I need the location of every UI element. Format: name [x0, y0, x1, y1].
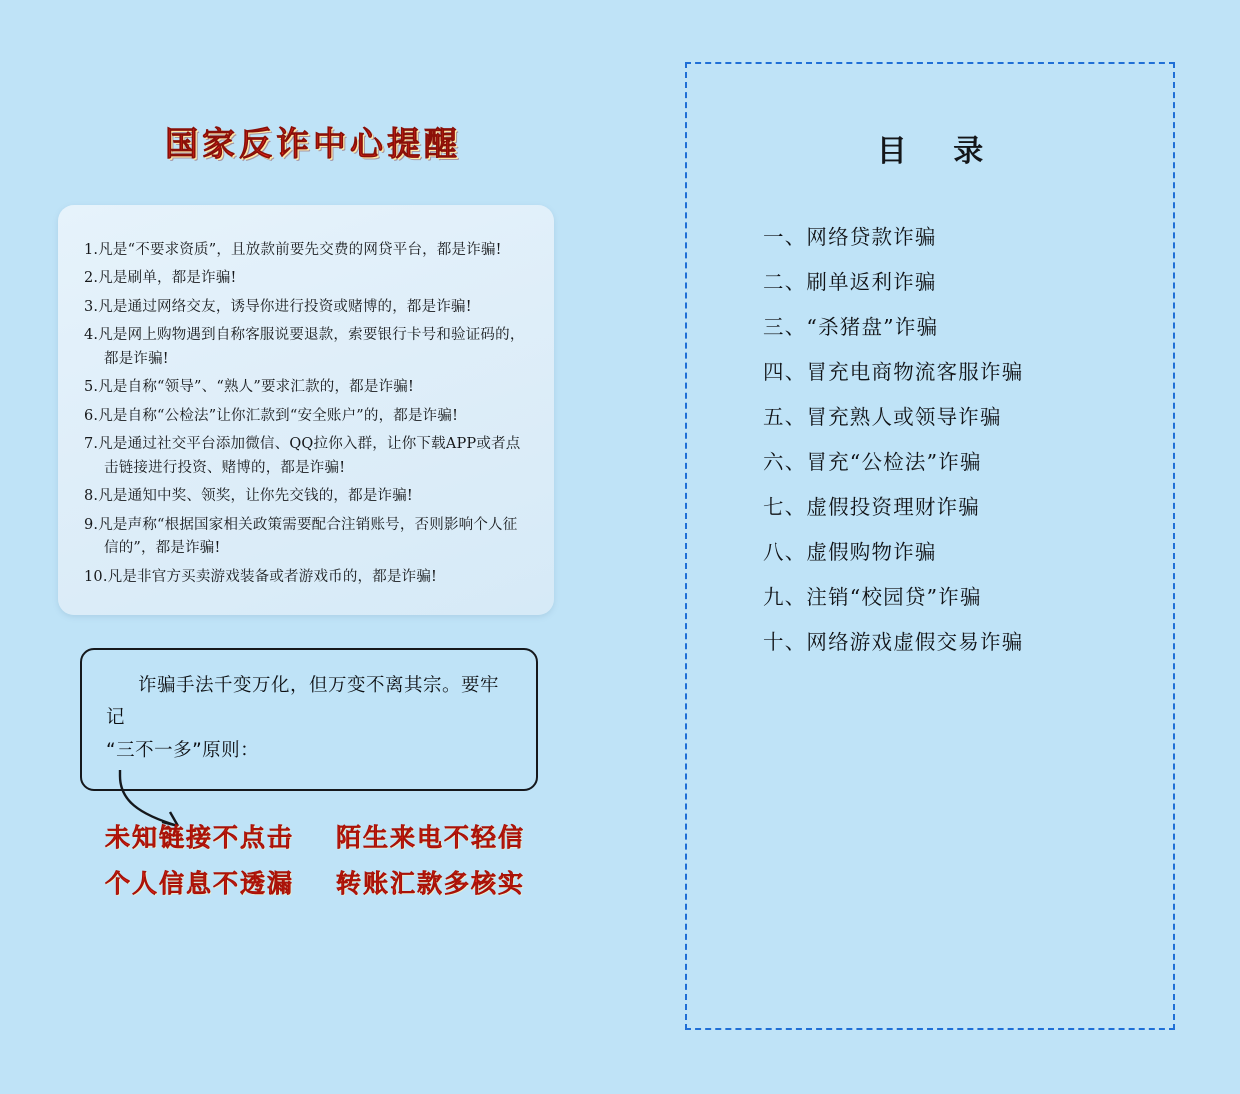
anti-fraud-tips-card	[58, 205, 554, 615]
anti-fraud-tips-list	[84, 239, 528, 589]
toc-item-number: 一、	[763, 225, 807, 249]
toc-item-label: 冒充熟人或领导诈骗	[806, 405, 1002, 429]
slogan-row-2	[105, 864, 545, 900]
slogan-no-click-unknown-links: 未知链接不点击	[105, 823, 295, 852]
list-item: 4.凡是网上购物遇到自称客服说要退款，索要银行卡号和验证码的，都是诈骗!	[84, 327, 525, 367]
list-item[interactable]	[763, 587, 1023, 608]
list-item[interactable]	[763, 452, 1023, 473]
toc-item-label: 注销“校园贷”诈骗	[806, 585, 982, 609]
list-item: 3.凡是通过网络交友，诱导你进行投资或赌博的，都是诈骗!	[84, 298, 472, 315]
toc-item-label: 虚假购物诈骗	[806, 540, 937, 564]
toc-item-label: 冒充“公检法”诈骗	[806, 450, 982, 474]
list-item[interactable]	[763, 272, 1023, 293]
toc-title: 目 录	[876, 134, 1002, 169]
toc-item-number: 四、	[763, 360, 807, 384]
toc-item-number: 二、	[763, 270, 807, 294]
list-item[interactable]	[763, 542, 1023, 563]
toc-list	[763, 227, 1023, 677]
speech-bubble-line-2: “三不一多”原则：	[106, 739, 260, 761]
toc-item-number: 十、	[763, 630, 807, 654]
toc-item-label: 网络贷款诈骗	[806, 225, 937, 249]
list-item: 8.凡是通知中奖、领奖，让你先交钱的，都是诈骗!	[84, 488, 413, 505]
toc-item-label: 网络游戏虚假交易诈骗	[806, 630, 1024, 654]
list-item: 9.凡是声称“根据国家相关政策需要配合注销账号，否则影响个人征信的”，都是诈骗!	[84, 516, 518, 557]
table-of-contents-panel	[685, 62, 1175, 1030]
toc-item-number: 五、	[763, 405, 807, 429]
list-item[interactable]	[763, 407, 1023, 428]
toc-item-label: 虚假投资理财诈骗	[806, 495, 981, 519]
toc-item-number: 九、	[763, 585, 807, 609]
list-item[interactable]	[763, 632, 1023, 653]
slogan-no-trust-strange-calls: 陌生来电不轻信	[336, 823, 526, 852]
toc-item-number: 八、	[763, 540, 807, 564]
list-item[interactable]	[763, 497, 1023, 518]
slogan-verify-transfers: 转账汇款多核实	[336, 869, 526, 898]
toc-item-label: “杀猪盘”诈骗	[806, 315, 939, 339]
list-item: 7.凡是通过社交平台添加微信、QQ拉你入群，让你下载APP或者点击链接进行投资、赌博的，都是诈骗!	[84, 436, 521, 476]
list-item: 10.凡是非官方买卖游戏装备或者游戏币的，都是诈骗!	[84, 568, 438, 585]
speech-bubble-line-1: 诈骗手法千变万化，但万变不离其宗。要牢记	[106, 675, 500, 729]
list-item[interactable]	[763, 317, 1023, 338]
toc-item-label: 刷单返利诈骗	[806, 270, 937, 294]
toc-item-label: 冒充电商物流客服诈骗	[806, 360, 1024, 384]
list-item: 5.凡是自称“领导”、“熟人”要求汇款的，都是诈骗!	[84, 379, 415, 396]
toc-item-number: 六、	[763, 450, 807, 474]
slogan-row-1	[105, 818, 545, 854]
toc-item-number: 七、	[763, 495, 807, 519]
slogan-no-leak-personal-info: 个人信息不透漏	[105, 869, 295, 898]
list-item[interactable]	[763, 227, 1023, 248]
slogans-block	[105, 818, 545, 910]
list-item: 2.凡是刷单，都是诈骗!	[84, 270, 237, 287]
page-title: 国家反诈中心提醒	[165, 124, 461, 163]
list-item: 1.凡是“不要求资质”，且放款前要先交费的网贷平台，都是诈骗!	[84, 242, 502, 258]
list-item: 6.凡是自称“公检法”让你汇款到“安全账户”的，都是诈骗!	[84, 407, 459, 424]
toc-item-number: 三、	[763, 315, 807, 339]
list-item[interactable]	[763, 362, 1023, 383]
